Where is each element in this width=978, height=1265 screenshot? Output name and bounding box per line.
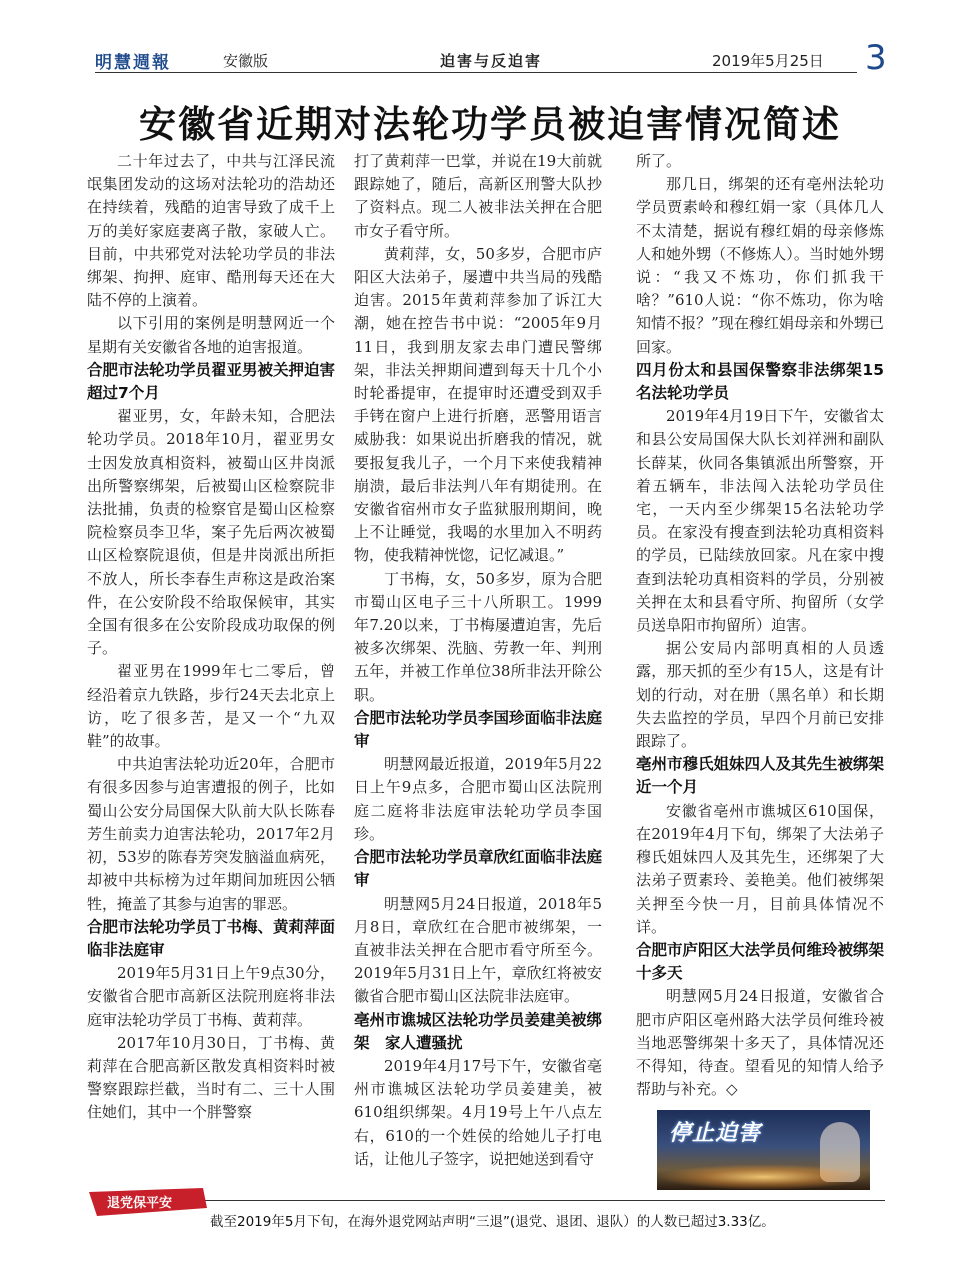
header-divider bbox=[95, 72, 857, 73]
section-title: 迫害与反迫害 bbox=[440, 52, 543, 70]
paragraph: 安徽省亳州市谯城区610国保，在2019年4月下旬，绑架了大法弟子穆氏姐妹四人及其先生，还绑架了大法弟子贾素玲、姜艳美。他们被绑架关押至今快一月，目前具体情况不详。 bbox=[636, 801, 884, 936]
paragraph: 明慧网最近报道，2019年5月22日上午9点多，合肥市蜀山区法院刑庭二庭将非法庭审法轮功学员李国珍。 bbox=[354, 755, 602, 843]
paragraph: 黄莉萍，女，50多岁，合肥市庐阳区大法弟子，屡遭中共当局的残酷迫害。2015年黄莉萍参加了诉江大潮，她在控告书中说：“2005年9月11日，我到朋友家去串门遭民警绑架，非法关押期间遭到每天十几个小时轮番提审，在提审时还遭受到双手手铐在窗户上进行折磨，恶警用语言威胁我：如果说出折磨我的情况，就要报复我儿子，一个月下来使我精神崩溃，最后非法判八年有期徒刑。在安徽省宿州市女子监狱服刑期间，晚上不让睡觉，我喝的水里加入不明药物，使我精神恍惚，记忆减退。” bbox=[354, 244, 602, 565]
paragraph: 丁书梅，女，50多岁，原为合肥市蜀山区电子三十八所职工。1999年7.20以来，丁书梅屡遭迫害，先后被多次绑架、洗脑、劳教一年、判刑五年，并被工作单位38所非法开除公职。 bbox=[354, 569, 602, 704]
masthead: 明慧週報 bbox=[95, 53, 171, 73]
subheading: 亳州市谯城区法轮功学员姜建美被绑架 家人遭骚扰 bbox=[354, 1010, 603, 1052]
footer-notice: 截至2019年5月下旬，在海外退党网站声明“三退”(退党、退团、退队）的人数已超过3.33亿。 bbox=[210, 1214, 775, 1230]
banner-text: 停止迫害 bbox=[669, 1121, 762, 1146]
issue-date: 2019年5月25日 bbox=[712, 52, 824, 70]
paragraph: 2019年4月17号下午，安徽省亳州市谯城区法轮功学员姜建美，被610组织绑架。4月19号上午八点左右，610的一个姓侯的给她儿子打电话，让他儿子签字，说把她送到看守 bbox=[354, 1056, 602, 1168]
paragraph: 中共迫害法轮功近20年，合肥市有很多因参与迫害遭报的例子，比如蜀山公安分局国保大队前大队长陈春芳生前卖力迫害法轮功，2017年2月初，53岁的陈春芳突发脑溢血病死，却被中共标榜为过年期间加班因公牺牲，掩盖了其参与迫害的罪恶。 bbox=[87, 755, 335, 913]
subheading: 合肥市庐阳区大法学员何维玲被绑架十多天 bbox=[636, 940, 885, 983]
paragraph: 明慧网5月24日报道，安徽省合肥市庐阳区亳州路大法学员何维玲被当地恶警绑架十多天了，具体情况还不得知，待查。望看见的知情人给予帮助与补充。◇ bbox=[636, 987, 884, 1099]
paragraph: 二十年过去了，中共与江泽民流氓集团发动的这场对法轮功的浩劫还在持续着，残酷的迫害导致了成千上万的美好家庭妻离子散，家破人亡。目前，中共邪党对法轮功学员的非法绑架、拘押、庭审、酷刑每天还在大陆不停的上演着。 bbox=[87, 152, 335, 310]
page-number: 3 bbox=[865, 38, 887, 78]
paragraph: 打了黄莉萍一巴掌，并说在19大前就跟踪她了，随后，高新区刑警大队抄了资料点。现二人被非法关押在合肥市女子看守所。 bbox=[354, 152, 602, 240]
page-header bbox=[95, 38, 887, 78]
paragraph: 所了。 bbox=[636, 152, 682, 170]
footer-tag bbox=[85, 1188, 210, 1218]
column-2 bbox=[354, 150, 602, 1171]
article-title: 安徽省近期对法轮功学员被迫害情况简述 bbox=[139, 102, 841, 146]
paragraph: 以下引用的案例是明慧网近一个星期有关安徽省各地的迫害报道。 bbox=[87, 314, 335, 356]
edition-label: 安徽版 bbox=[223, 52, 269, 70]
subheading: 合肥市法轮功学员李国珍面临非法庭审 bbox=[354, 708, 603, 751]
column-1 bbox=[87, 150, 335, 1125]
subheading: 合肥市法轮功学员章欣红面临非法庭审 bbox=[354, 848, 603, 890]
subheading: 合肥市法轮功学员翟亚男被关押迫害超过7个月 bbox=[87, 360, 336, 403]
paragraph: 2017年10月30日，丁书梅、黄莉萍在合肥高新区散发真相资料时被警察跟踪拦截，当时有二、三十人围住她们，其中一个胖警察 bbox=[87, 1033, 335, 1122]
column-3 bbox=[636, 150, 884, 1101]
candlelight-glow bbox=[657, 1164, 870, 1190]
paragraph: 2019年4月19日下午，安徽省太和县公安局国保大队长刘祥洲和副队长薛某，伙同各集镇派出所警察，开着五辆车，非法闯入法轮功学员住宅，一天内至少绑架15名法轮功学员。在家没有搜查到法轮功真相资料的学员，已陆续放回家。凡在家中搜查到法轮功真相资料的学员，分别被关押在太和县看守所、拘留所（女学员送阜阳市拘留所）迫害。 bbox=[636, 407, 884, 635]
subheading: 四月份太和县国保警察非法绑架15名法轮功学员 bbox=[636, 360, 884, 403]
paragraph: 翟亚男在1999年七二零后，曾经沿着京九铁路，步行24天去北京上访，吃了很多苦，是又一个“九双鞋”的故事。 bbox=[87, 662, 335, 751]
subheading: 合肥市法轮功学员丁书梅、黄莉萍面临非法庭审 bbox=[87, 917, 336, 959]
paragraph: 那几日，绑架的还有亳州法轮功学员贾素岭和穆红娟一家（具体几人不太清楚，据说有穆红娟的母亲修炼人和她外甥（不修炼人）。当时她外甥说：“我又不炼功，你们抓我干啥？”610人说：“你不炼功，你为啥知情不报？”现在穆红娟母亲和外甥已回家。 bbox=[636, 175, 884, 356]
paragraph: 明慧网5月24日报道，2018年5月8日，章欣红在合肥市被绑架，一直被非法关押在合肥市看守所至今。2019年5月31日上午，章欣红将被安徽省合肥市蜀山区法院非法庭审。 bbox=[354, 894, 602, 1006]
stop-persecution-banner bbox=[657, 1110, 870, 1190]
paragraph: 据公安局内部明真相的人员透露，那天抓的至少有15人，这是有计划的行动，对在册（黑名单）和长期失去监控的学员，早四个月前已安排跟踪了。 bbox=[636, 639, 884, 751]
subheading: 亳州市穆氏姐妹四人及其先生被绑架近一个月 bbox=[636, 755, 885, 797]
paragraph: 2019年5月31日上午9点30分，安徽省合肥市高新区法院刑庭将非法庭审法轮功学员丁书梅、黄莉萍。 bbox=[87, 964, 335, 1029]
footer-divider bbox=[95, 1200, 885, 1201]
paragraph: 翟亚男，女，年龄未知，合肥法轮功学员。2018年10月，翟亚男女士因发放真相资料，被蜀山区井岗派出所警察绑架，后被蜀山区检察院非法批捕，负责的检察官是蜀山区检察院检察员李卫华，案子先后两次被蜀山区检察院退侦，但是井岗派出所拒不放人，所长李春生声称这是政治案件，在公安阶段不给取保候审，其实全国有很多在公安阶段成功取保的例子。 bbox=[87, 407, 335, 658]
footer-tag-label: 退党保平安 bbox=[107, 1196, 173, 1211]
